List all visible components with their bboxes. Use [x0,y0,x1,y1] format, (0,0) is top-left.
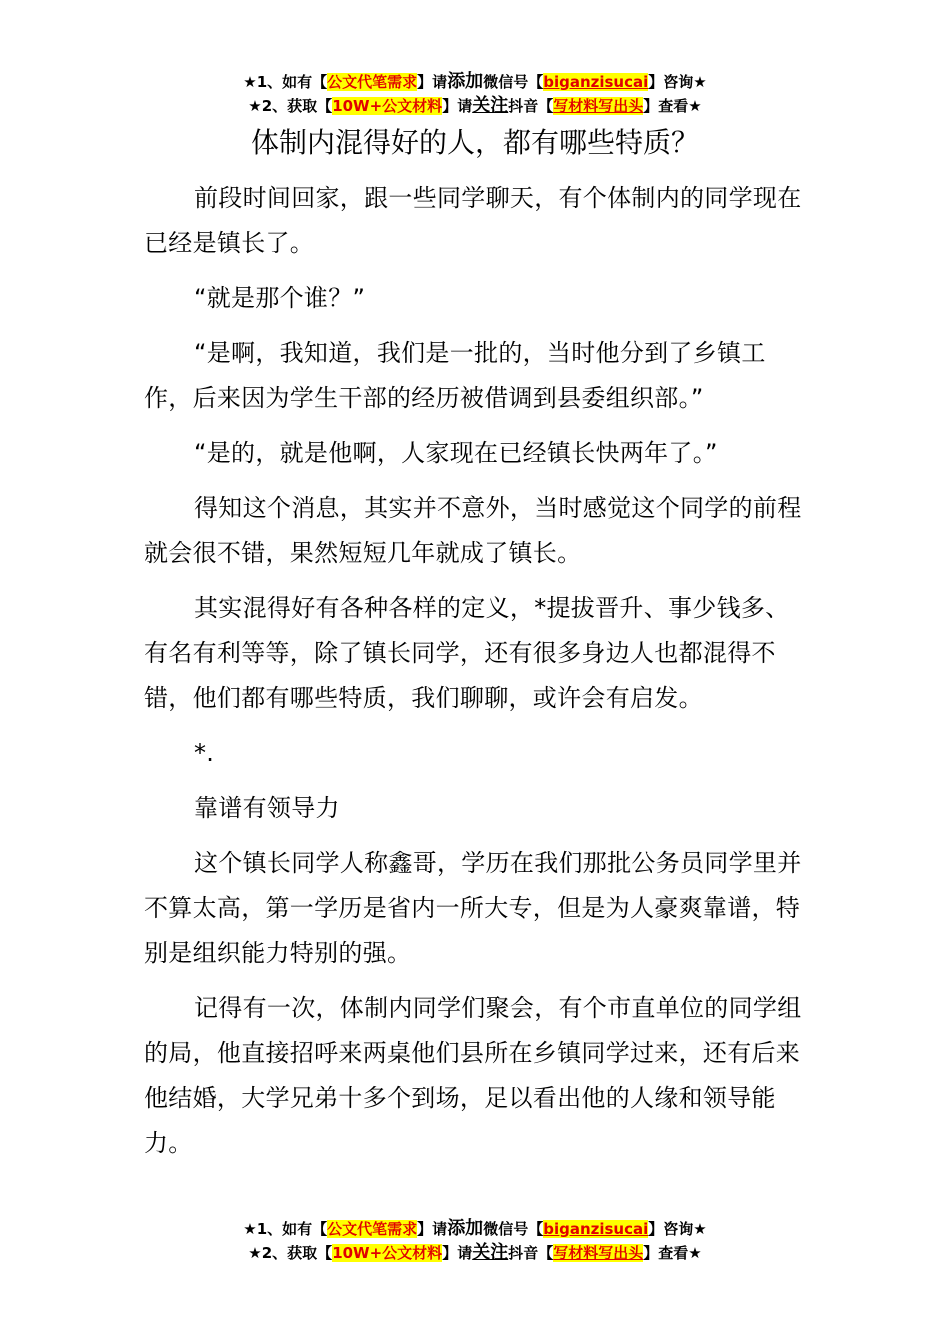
banner-text: 微信号【 [483,1220,544,1238]
document-title: 体制内混得好的人，都有哪些特质？ [250,126,699,159]
banner-line-1 [0,70,950,94]
star-icon: ★ [248,97,262,115]
paragraph: “就是那个谁？” [194,284,366,312]
banner-text: 】请 [442,97,473,115]
banner-text: 1、如有【 [256,1220,328,1238]
banner-douyin-account[interactable]: 写材料写出头 [553,97,644,115]
banner-text: 抖音【 [508,1244,554,1262]
banner-emphasis: 添加 [447,1218,484,1239]
star-icon: ★ [693,1220,707,1238]
banner-text: 】请 [442,1244,473,1262]
banner-emphasis: 添加 [447,71,484,92]
banner-douyin-account[interactable]: 写材料写出头 [553,1244,644,1262]
star-icon: ★ [243,1220,257,1238]
star-icon: ★ [688,97,702,115]
banner-highlight: 10W+公文材料 [332,97,443,115]
banner-wechat-id[interactable]: biganzisucai [543,1220,649,1238]
banner-line-1 [0,1217,950,1241]
banner-line-2 [0,94,950,118]
paragraph: “是的，就是他啊，人家现在已经镇长快两年了。” [194,439,718,467]
paragraph: “是啊，我知道，我们是一批的，当时他分到了乡镇工作，后来因为学生干部的经历被借调到县委组织部。” [144,339,766,412]
banner-text: 】咨询 [648,73,694,91]
footer-banner [0,1217,950,1265]
paragraph: 这个镇长同学人称鑫哥，学历在我们那批公务员同学里并不算太高，第一学历是省内一所大专，但是为人豪爽靠谱，特别是组织能力特别的强。 [144,849,802,967]
banner-highlight: 公文代笔需求 [327,73,418,91]
banner-text: 】查看 [643,1244,689,1262]
banner-text: 】咨询 [648,1220,694,1238]
banner-text: 2、获取【 [261,97,333,115]
banner-text: 抖音【 [508,97,554,115]
banner-text: 】查看 [643,97,689,115]
star-icon: ★ [693,73,707,91]
paragraph: *. [194,739,215,767]
banner-wechat-id[interactable]: biganzisucai [543,73,649,91]
banner-text: 】请 [417,73,448,91]
banner-emphasis: 关注 [472,95,509,116]
banner-highlight: 10W+公文材料 [332,1244,443,1262]
star-icon: ★ [243,73,257,91]
banner-emphasis: 关注 [472,1242,509,1263]
header-banner [0,70,950,118]
paragraph: 得知这个消息，其实并不意外，当时感觉这个同学的前程就会很不错，果然短短几年就成了镇长。 [144,494,802,567]
banner-line-2 [0,1241,950,1265]
star-icon: ★ [248,1244,262,1262]
banner-text: 】请 [417,1220,448,1238]
banner-text: 微信号【 [483,73,544,91]
banner-text: 1、如有【 [256,73,328,91]
banner-highlight: 公文代笔需求 [327,1220,418,1238]
section-heading: 靠谱有领导力 [194,794,340,822]
star-icon: ★ [688,1244,702,1262]
paragraph: 记得有一次，体制内同学们聚会，有个市直单位的同学组的局，他直接招呼来两桌他们县所在乡镇同学过来，还有后来他结婚，大学兄弟十多个到场，足以看出他的人缘和领导能力。 [144,994,802,1157]
paragraph: 其实混得好有各种各样的定义，*提拔晋升、事少钱多、有名有利等等，除了镇长同学，还有很多身边人也都混得不错，他们都有哪些特质，我们聊聊，或许会有启发。 [144,594,790,712]
banner-text: 2、获取【 [261,1244,333,1262]
paragraph: 前段时间回家，跟一些同学聊天，有个体制内的同学现在已经是镇长了。 [144,184,802,257]
document-body [144,176,812,1176]
